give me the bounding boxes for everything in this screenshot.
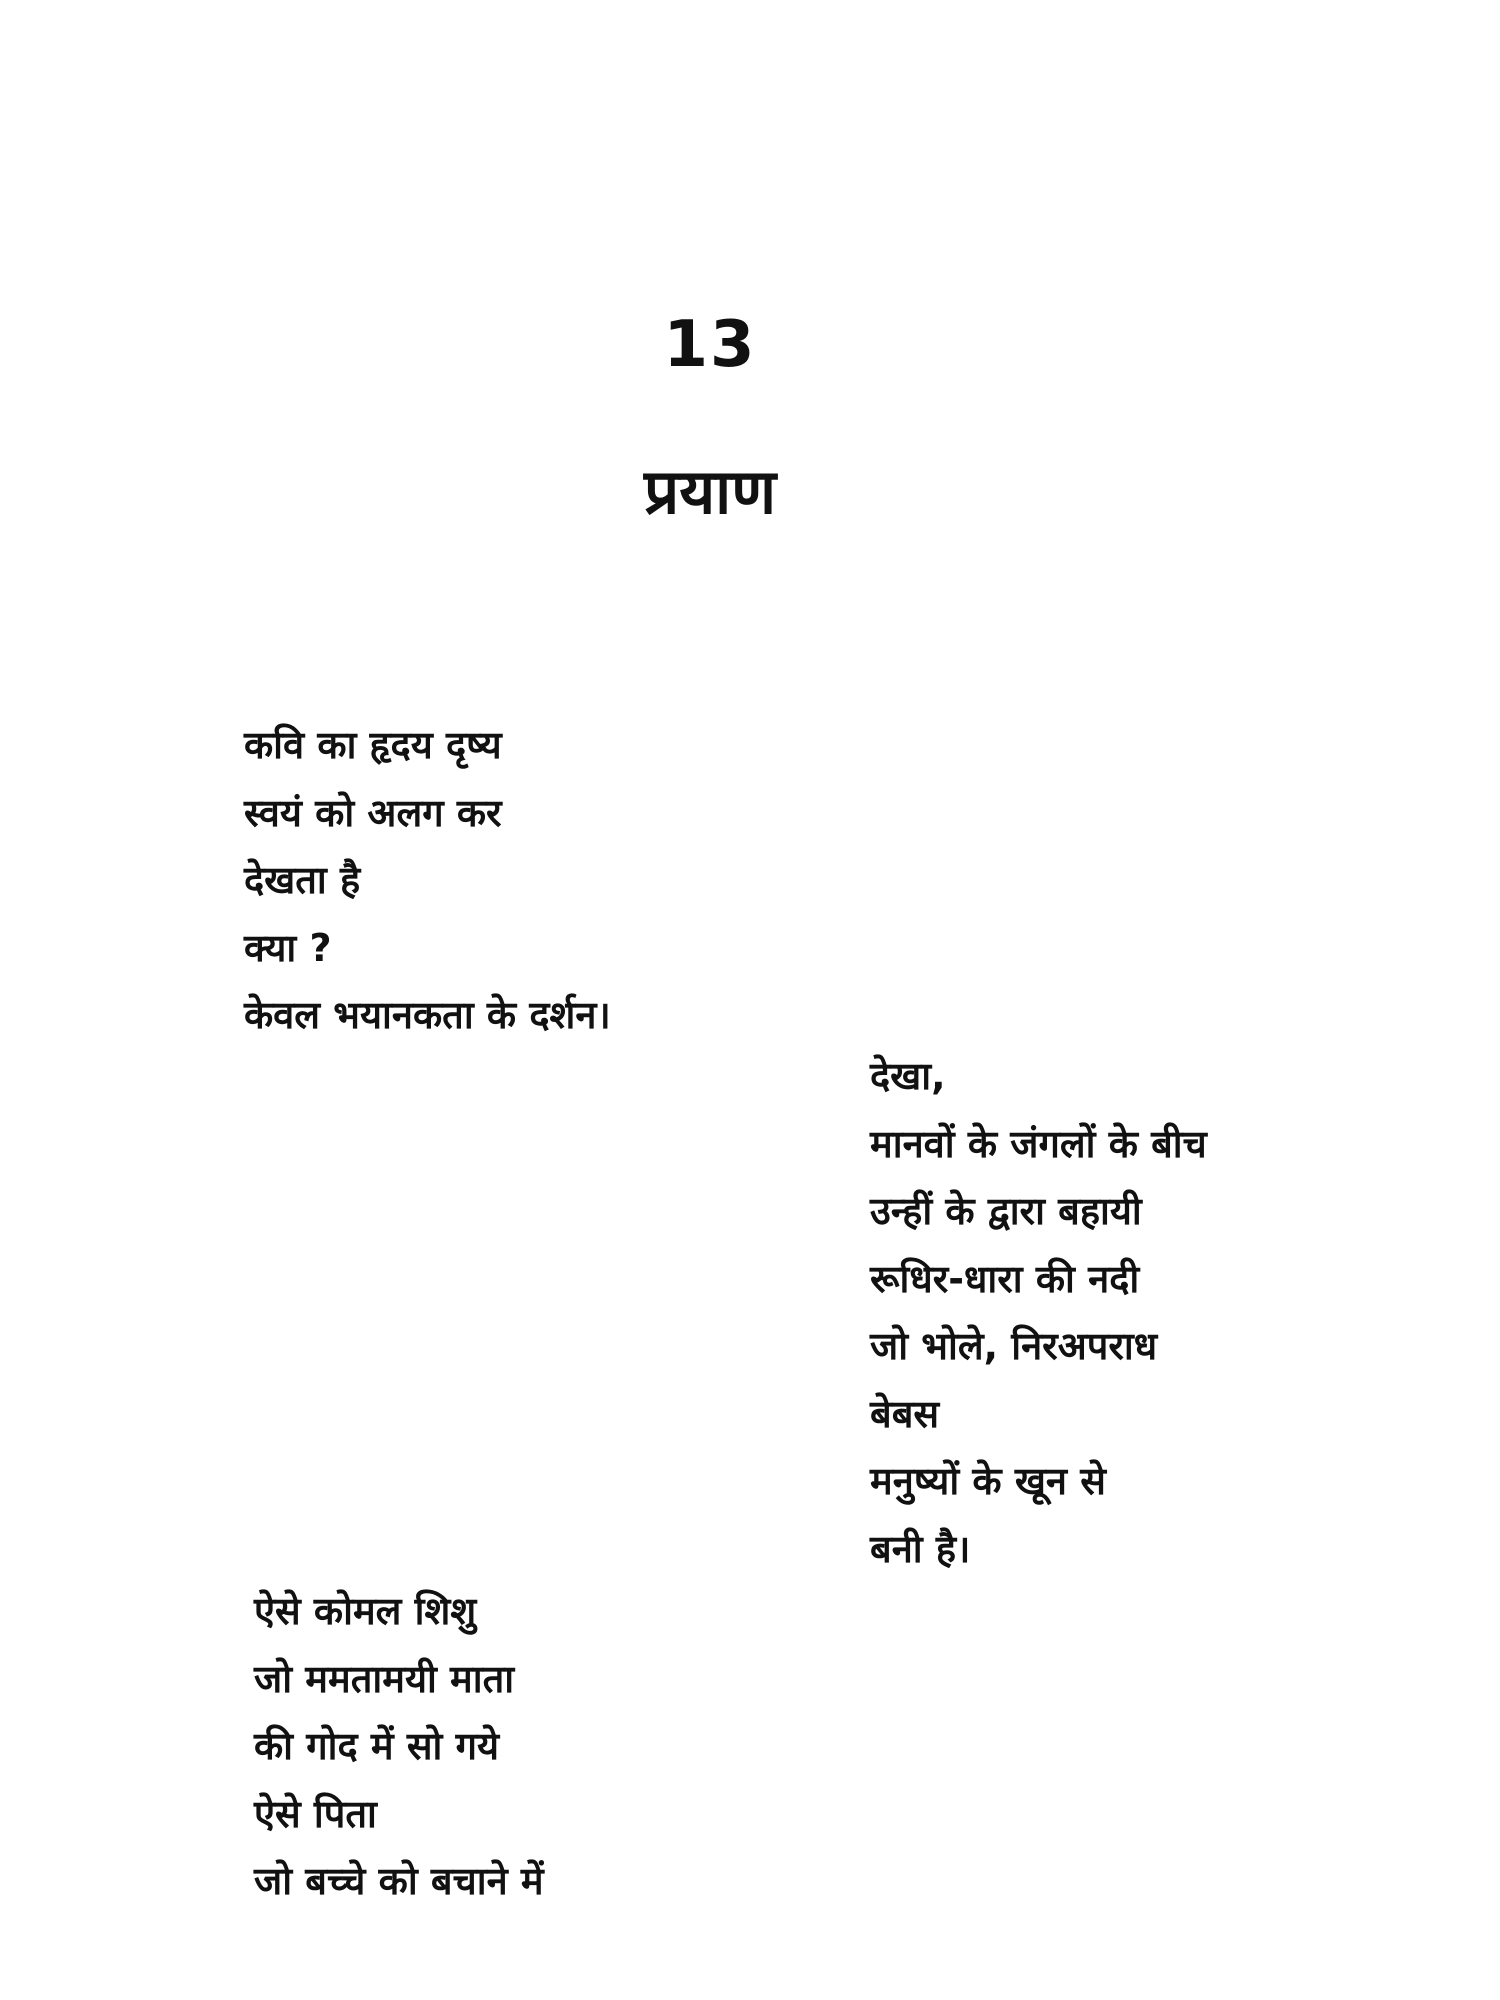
poem-line: बेबस [870, 1391, 940, 1436]
poem-line: जो ममतामयी माता [254, 1656, 515, 1701]
poem-line: स्वयं को अलग कर [244, 790, 502, 835]
poem-stanza-2 [870, 1043, 1207, 1583]
poem-line: कवि का हृदय दृष्य [244, 723, 502, 767]
chapter-number: 13 [663, 308, 757, 382]
poem-line: उन्हीं के द्वारा बहायी [870, 1189, 1142, 1233]
chapter-title: प्रयाण [643, 455, 777, 528]
poem-line: केवल भयानकता के दर्शन। [244, 993, 611, 1037]
poem-line: ऐसे कोमल शिशु [254, 1589, 477, 1633]
poem-line: मानवों के जंगलों के बीच [870, 1121, 1207, 1166]
poem-line: की गोद में सो गये [254, 1724, 500, 1768]
poem-line: जो बच्चे को बचाने में [254, 1859, 544, 1903]
poem-stanza-3 [254, 1578, 544, 1916]
poem-stanza-1 [244, 712, 611, 1050]
poem-line: जो भोले, निरअपराध [870, 1324, 1158, 1368]
poem-line: क्या ? [244, 925, 332, 970]
poem-line: देखा, [870, 1054, 946, 1098]
poem-line: बनी है। [870, 1526, 971, 1571]
poem-line: मनुष्यों के खून से [870, 1459, 1106, 1503]
poem-line: ऐसे पिता [254, 1791, 377, 1836]
poem-line: रूधिर-धारा की नदी [870, 1256, 1140, 1301]
poem-line: देखता है [244, 858, 361, 902]
